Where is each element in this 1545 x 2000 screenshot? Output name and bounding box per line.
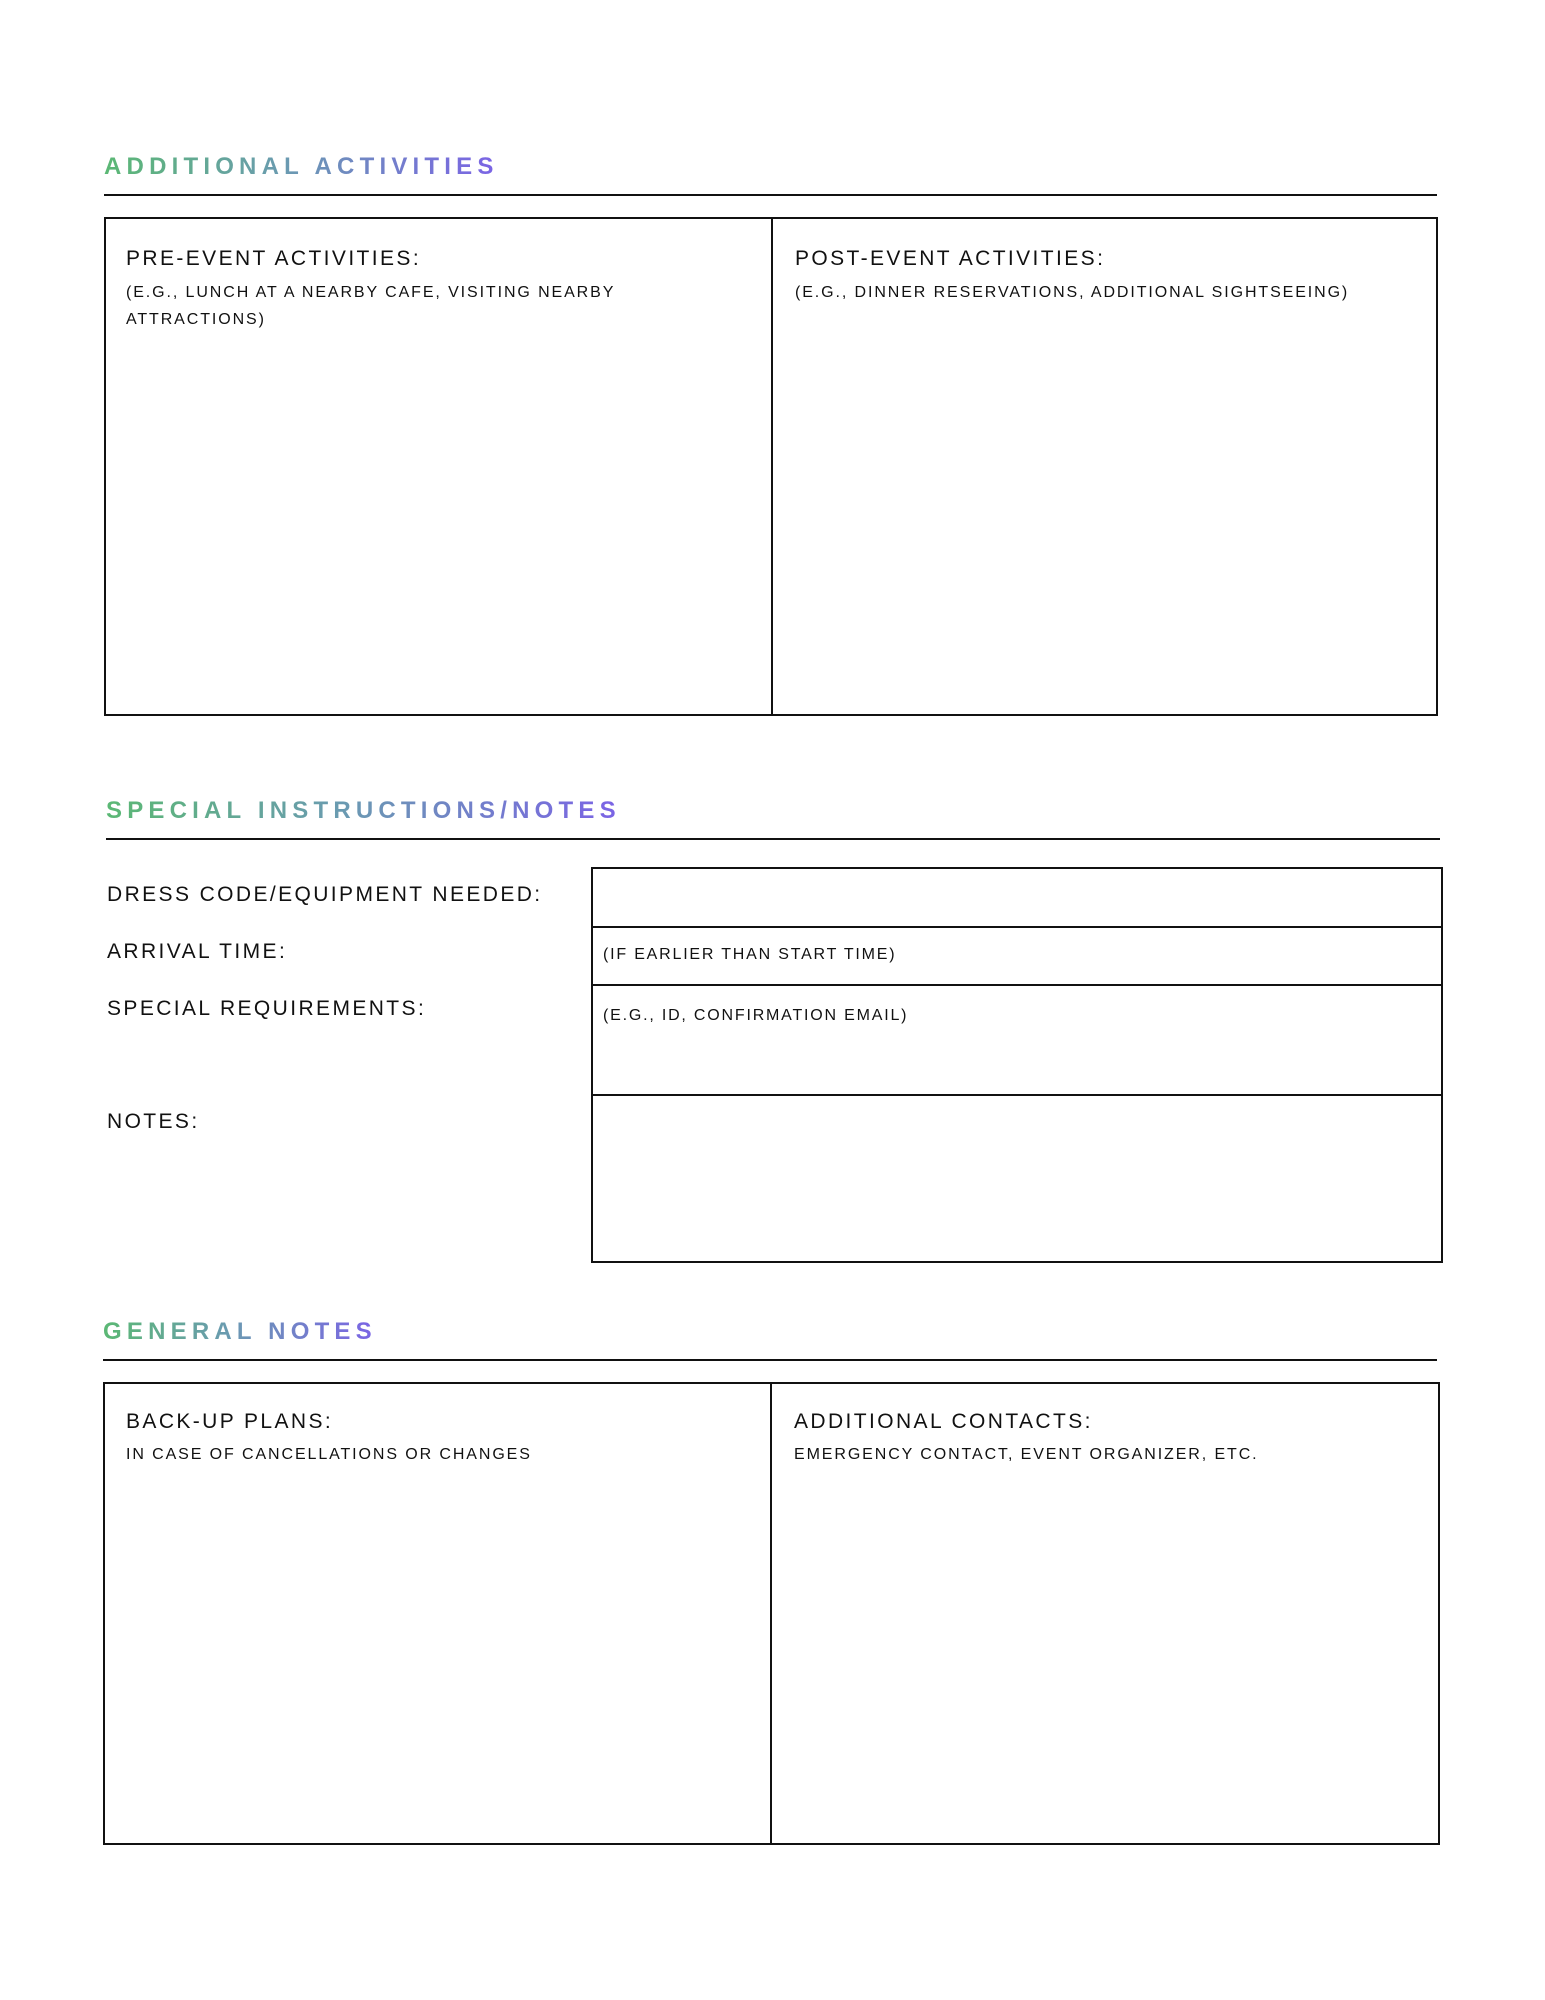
arrival-time-hint: (IF EARLIER THAN START TIME) [603,946,897,963]
additional-contacts-hint: EMERGENCY CONTACT, EVENT ORGANIZER, ETC. [794,1446,1259,1463]
additional-contacts-cell[interactable] [772,1384,1438,1843]
back-up-plans-label: BACK-UP PLANS: [126,1410,334,1433]
notes-field[interactable] [593,1094,1441,1261]
back-up-plans-cell[interactable] [105,1384,770,1843]
back-up-plans-hint: IN CASE OF CANCELLATIONS OR CHANGES [126,1446,532,1463]
dress-code-field[interactable] [593,869,1441,928]
dress-code-label: DRESS CODE/EQUIPMENT NEEDED: [107,883,543,906]
special-requirements-field[interactable] [593,984,1441,1096]
section-divider [103,1359,1437,1361]
section-title-special-instructions: SPECIAL INSTRUCTIONS/NOTES [106,797,621,824]
special-requirements-hint: (E.G., ID, CONFIRMATION EMAIL) [603,1007,909,1024]
additional-activities-box [104,217,1438,716]
special-instructions-table [591,867,1443,1263]
pre-event-activities-label: PRE-EVENT ACTIVITIES: [126,247,422,270]
additional-contacts-label: ADDITIONAL CONTACTS: [794,1410,1093,1433]
section-divider [106,838,1440,840]
section-title-additional-activities: ADDITIONAL ACTIVITIES [104,153,499,180]
arrival-time-label: ARRIVAL TIME: [107,940,288,963]
pre-event-activities-cell[interactable] [106,219,771,714]
pre-event-activities-hint: (E.G., LUNCH AT A NEARBY CAFE, VISITING NEARBY ATTRACTIONS) [126,284,615,328]
post-event-activities-label: POST-EVENT ACTIVITIES: [795,247,1106,270]
general-notes-box [103,1382,1440,1845]
post-event-activities-cell[interactable] [773,219,1436,714]
section-divider [104,194,1437,196]
notes-label: NOTES: [107,1110,200,1133]
special-requirements-label: SPECIAL REQUIREMENTS: [107,997,427,1020]
post-event-activities-hint: (E.G., DINNER RESERVATIONS, ADDITIONAL SIGHTSEEING) [795,284,1350,301]
arrival-time-field[interactable] [593,926,1441,986]
section-title-general-notes: GENERAL NOTES [103,1318,377,1345]
